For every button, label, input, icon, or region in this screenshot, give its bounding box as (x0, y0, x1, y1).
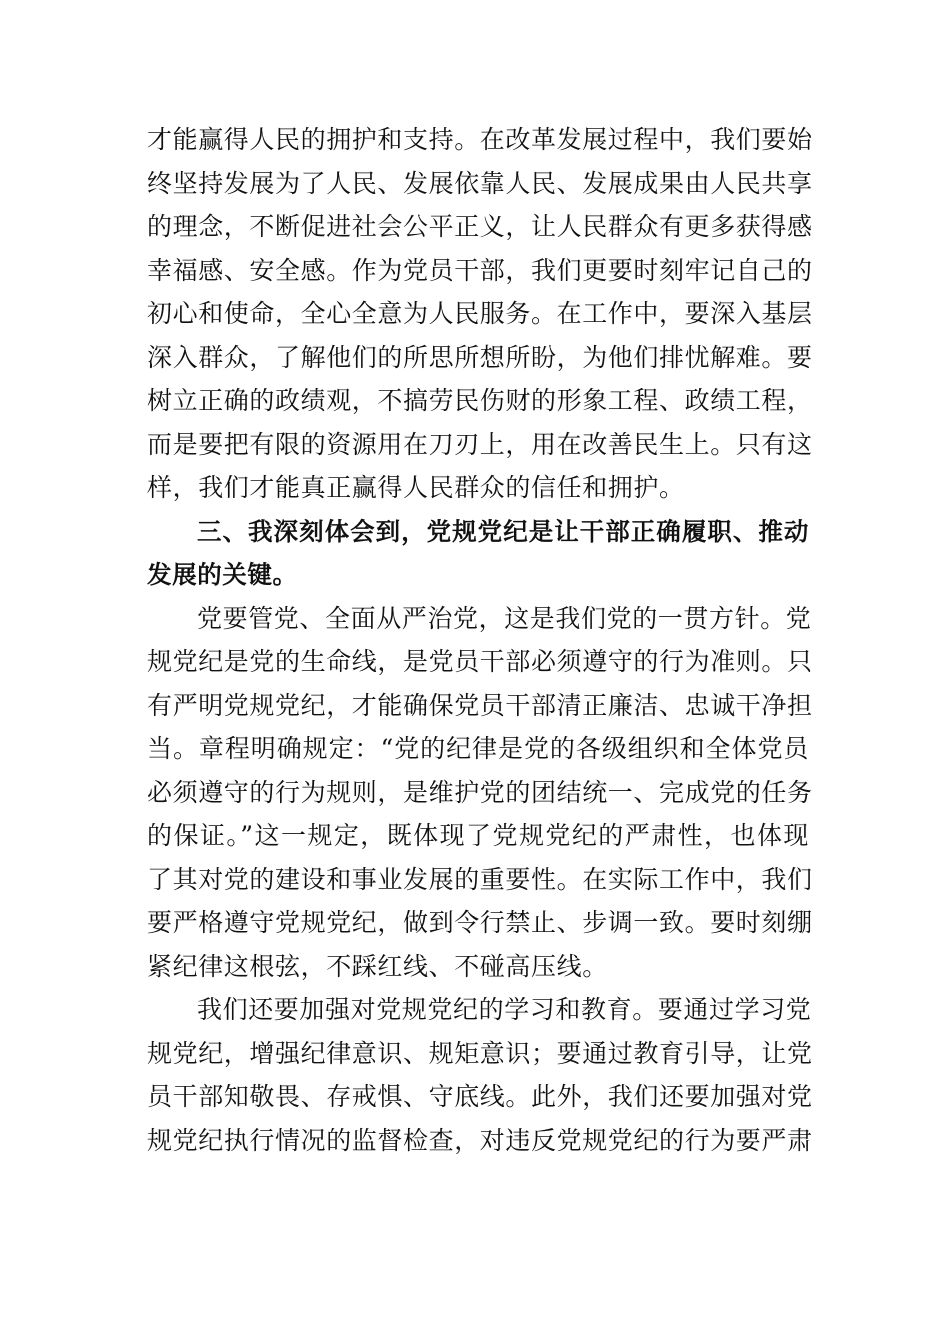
text-line: 规党纪，增强纪律意识、规矩意识；要通过教育引导，让党 (147, 1038, 813, 1068)
text-line: 终坚持发展为了人民、发展依靠人民、发展成果由人民共享 (147, 168, 813, 198)
text-line: 我们还要加强对党规党纪的学习和教育。要通过学习党 (197, 995, 812, 1024)
text-line: 必须遵守的行为规则，是维护党的团结统一、完成党的任务 (147, 777, 813, 807)
text-line: 初心和使命，全心全意为人民服务。在工作中，要深入基层 (147, 299, 813, 328)
text-line: 的保证。”这一规定，既体现了党规党纪的严肃性，也体现 (147, 821, 809, 850)
text-line: 当。章程明确规定：“党的纪律是党的各级组织和全体党员 (147, 734, 809, 763)
paragraph-2 (147, 597, 813, 989)
text-line: 深入群众，了解他们的所思所想所盼，为他们排忧解难。要 (147, 342, 813, 372)
text-line: 要严格遵守党规党纪，做到令行禁止、步调一致。要时刻绷 (147, 908, 813, 937)
document-body (147, 118, 813, 1162)
text-line: 才能赢得人民的拥护和支持。在改革发展过程中，我们要始 (147, 125, 813, 154)
text-line: 规党纪是党的生命线，是党员干部必须遵守的行为准则。只 (147, 647, 813, 676)
text-line: 而是要把有限的资源用在刀刃上，用在改善民生上。只有这 (147, 429, 813, 459)
text-line: 规党纪执行情况的监督检查，对违反党规党纪的行为要严肃 (147, 1125, 813, 1155)
text-line: 幸福感、安全感。作为党员干部，我们更要时刻牢记自己的 (147, 255, 813, 285)
text-line: 员干部知敬畏、存戒惧、守底线。此外，我们还要加强对党 (147, 1082, 813, 1111)
paragraph-3 (147, 988, 813, 1162)
text-line: 树立正确的政绩观，不搞劳民伤财的形象工程、政绩工程， (147, 386, 813, 415)
text-line: 了其对党的建设和事业发展的重要性。在实际工作中，我们 (147, 864, 813, 894)
text-line: 党要管党、全面从严治党，这是我们党的一贯方针。党 (197, 603, 812, 633)
text-line: 样，我们才能真正赢得人民群众的信任和拥护。 (147, 473, 685, 502)
text-line: 紧纪律这根弦，不踩红线、不碰高压线。 (147, 951, 608, 981)
paragraph-1 (147, 118, 813, 510)
text-line: 有严明党规党纪，才能确保党员干部清正廉洁、忠诚干净担 (147, 690, 813, 720)
section-heading (147, 510, 809, 597)
heading-line: 三、我深刻体会到，党规党纪是让干部正确履职、推动 (197, 516, 809, 546)
text-line: 的理念，不断促进社会公平正义，让人民群众有更多获得感 (147, 212, 813, 241)
heading-line: 发展的关键。 (147, 560, 298, 589)
